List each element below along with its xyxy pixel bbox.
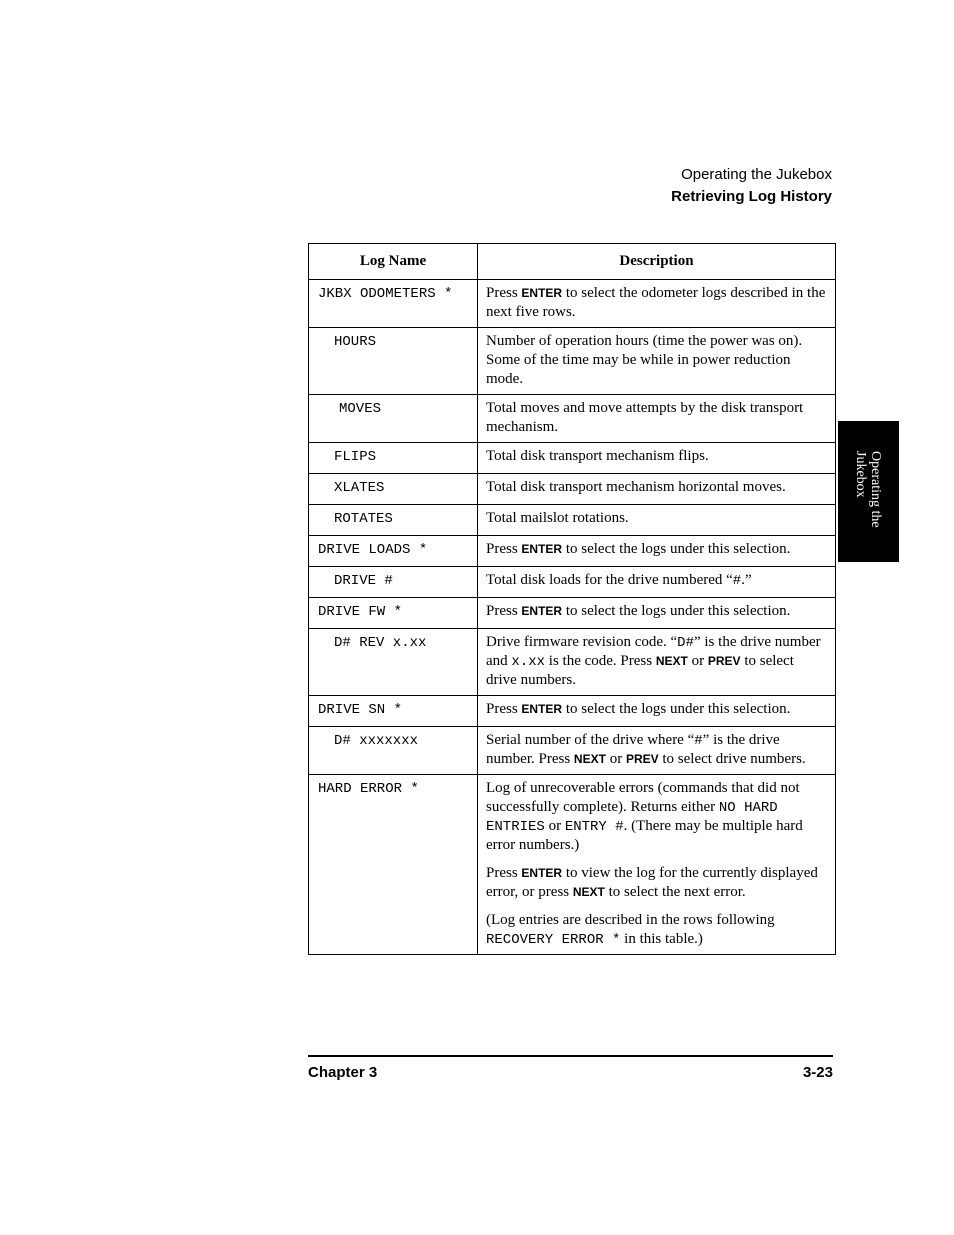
key-label: ENTER <box>521 542 563 556</box>
log-name-cell: MOVES <box>309 395 478 443</box>
key-label: ENTER <box>521 702 563 716</box>
thumb-tab-line1: Operating the <box>868 451 884 528</box>
description-cell: Total moves and move attempts by the disk transport mechanism. <box>478 395 836 443</box>
column-header-log-name: Log Name <box>309 244 478 280</box>
description-cell: Press ENTER to select the logs under this selection. <box>478 598 836 629</box>
footer-rule <box>308 1055 833 1057</box>
table-header-row <box>309 244 836 280</box>
running-header-section: Operating the Jukebox <box>681 166 832 183</box>
key-label: ENTER <box>521 604 563 618</box>
log-name-cell: HARD ERROR * <box>309 775 478 955</box>
description-cell: Number of operation hours (time the power was on). Some of the time may be while in power reduction mode. <box>478 328 836 395</box>
key-label: ENTER <box>521 286 563 300</box>
key-label: ENTER <box>521 866 563 880</box>
table-row <box>309 727 836 775</box>
log-name-cell: D# REV x.xx <box>309 629 478 696</box>
description-cell: Press ENTER to select the logs under this selection. <box>478 696 836 727</box>
description-cell: Total disk transport mechanism horizontal moves. <box>478 474 836 505</box>
table-row <box>309 328 836 395</box>
log-name-cell: JKBX ODOMETERS * <box>309 280 478 328</box>
table-row <box>309 443 836 474</box>
description-cell: Press ENTER to select the odometer logs described in the next five rows. <box>478 280 836 328</box>
log-name-cell: ROTATES <box>309 505 478 536</box>
description-cell <box>478 775 836 955</box>
description-cell: Total disk loads for the drive numbered “#.” <box>478 567 836 598</box>
description-cell: Drive firmware revision code. “D#” is the drive number and x.xx is the code. Press NEXT or PREV to select drive numbers. <box>478 629 836 696</box>
description-paragraph: Press ENTER to view the log for the currently displayed error, or press NEXT to select the next error. <box>486 865 818 900</box>
running-header-subsection: Retrieving Log History <box>671 188 832 205</box>
description-cell: Serial number of the drive where “#” is the drive number. Press NEXT or PREV to select drive numbers. <box>478 727 836 775</box>
key-label: PREV <box>625 752 659 766</box>
chapter-thumb-tab <box>838 421 899 562</box>
table-row <box>309 280 836 328</box>
page-number: 3-23 <box>802 1064 833 1081</box>
log-name-cell: DRIVE FW * <box>309 598 478 629</box>
description-cell: Total disk transport mechanism flips. <box>478 443 836 474</box>
log-name-cell: HOURS <box>309 328 478 395</box>
table-row <box>309 395 836 443</box>
table-row <box>309 567 836 598</box>
table-row <box>309 536 836 567</box>
key-label: NEXT <box>573 752 606 766</box>
key-label: NEXT <box>655 654 688 668</box>
log-name-cell: DRIVE LOADS * <box>309 536 478 567</box>
key-label: PREV <box>707 654 741 668</box>
description-paragraph: (Log entries are described in the rows following RECOVERY ERROR * in this table.) <box>486 912 775 948</box>
thumb-tab-line2: Jukebox <box>853 451 869 498</box>
table-row <box>309 505 836 536</box>
description-paragraph: Log of unrecoverable errors (commands that did not successfully complete). Returns either NO HARD ENTRIES or ENTRY #. (There may be multiple hard error numbers.) <box>486 780 803 853</box>
log-name-cell: FLIPS <box>309 443 478 474</box>
key-label: NEXT <box>572 885 605 899</box>
column-header-description: Description <box>478 244 836 280</box>
table-row <box>309 629 836 696</box>
table-row <box>309 775 836 955</box>
table-row <box>309 474 836 505</box>
log-history-table <box>308 243 836 955</box>
table-row <box>309 696 836 727</box>
log-name-cell: D# xxxxxxx <box>309 727 478 775</box>
description-cell: Total mailslot rotations. <box>478 505 836 536</box>
log-name-cell: DRIVE # <box>309 567 478 598</box>
description-cell: Press ENTER to select the logs under this selection. <box>478 536 836 567</box>
log-name-cell: DRIVE SN * <box>309 696 478 727</box>
table-row <box>309 598 836 629</box>
log-name-cell: XLATES <box>309 474 478 505</box>
footer-chapter: Chapter 3 <box>308 1064 378 1081</box>
